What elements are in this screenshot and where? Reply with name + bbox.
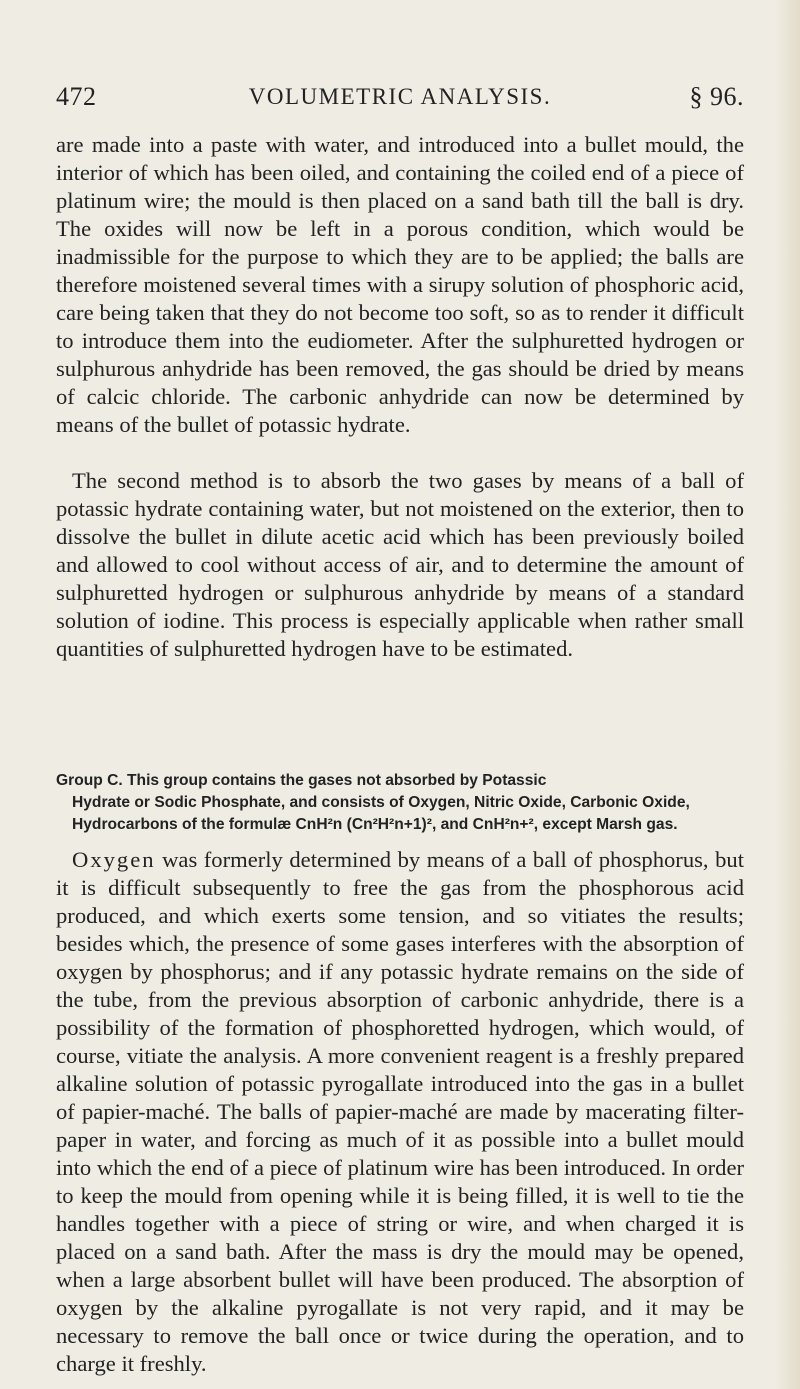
running-title: VOLUMETRIC ANALYSIS. <box>248 84 552 109</box>
page-number: 472 <box>56 82 97 111</box>
running-header <box>56 82 744 122</box>
section-number: § 96. <box>689 82 744 111</box>
paragraph-continuation: are made into a paste with water, and introduced into a bullet mould, the interior of which has been oiled, and containing the coiled end of a piece of platinum wire; the mould is then placed on a sand bath till the ball is dry. The oxides will now be left in a porous condition, which would be inadmissible for the purpose to which they are to be applied; the balls are therefore moistened several times with a sirupy solution of phosphoric acid, care being taken that they do not become too soft, so as to render it difficult to introduce them into the eudiometer. After the sulphuretted hydrogen or sulphurous anhydride has been removed, the gas should be dried by means of calcic chloride. The carbonic anhydride can now be determined by means of the bullet of potassic hydrate. <box>56 132 744 437</box>
paragraph-second-method: The second method is to absorb the two gases by means of a ball of potassic hydrate containing water, but not moistened on the exterior, then to dissolve the bullet in dilute acetic acid which has been previously boiled and allowed to cool without access of air, and to determine the amount of sulphuretted hydrogen or sulphurous anhydride by means of a standard solution of iodine. This process is especially applicable when rather small quantities of sulphuretted hydrogen have to be estimated. <box>56 468 744 661</box>
paragraph-oxygen-body: was formerly determined by means of a ball of phosphorus, but it is difficult subsequently to free the gas from the phosphorous acid produced, and which exerts some tension, and so vitiates the results; besides which, the presence of some gases interferes with the absorption of oxygen by phosphorus; and if any potassic hydrate remains on the side of the tube, from the previous absorption of carbonic anhydride, there is a possibility of the formation of phosphoretted hydrogen, which would, of course, vitiate the analysis. A more convenient reagent is a freshly prepared alkaline solution of potassic pyrogallate introduced into the gas in a bullet of papier-maché. The balls of papier-maché are made by macerating filter-paper in water, and forcing as much of it as possible into a bullet mould into which the end of a piece of platinum wire has been introduced. In order to keep the mould from opening while it is being filled, it is well to tie the handles together with a piece of string or wire, and when charged it is placed on a sand bath. After the mass is dry the mould may be opened, when a large absorbent bullet will have been produced. The absorption of oxygen by the alkaline pyrogallate is not very rapid, and it may be necessary to remove the ball once or twice during the operation, and to charge it freshly. <box>56 847 744 1376</box>
group-c-heading-rest: Hydrate or Sodic Phosphate, and consists of Oxygen, Nitric Oxide, Carbonic Oxide, Hydrocarbons of the formulæ CnH²n (Cn²H²n+1)², and CnH²n+², except Marsh gas. <box>72 794 690 833</box>
group-c-heading <box>56 770 744 836</box>
group-c-heading-line1: Group C. This group contains the gases not absorbed by Potassic <box>56 772 547 789</box>
paragraph-oxygen <box>56 846 744 1378</box>
paragraph-oxygen-lead: Oxygen <box>72 847 156 872</box>
page-edge-shading <box>776 0 800 1389</box>
